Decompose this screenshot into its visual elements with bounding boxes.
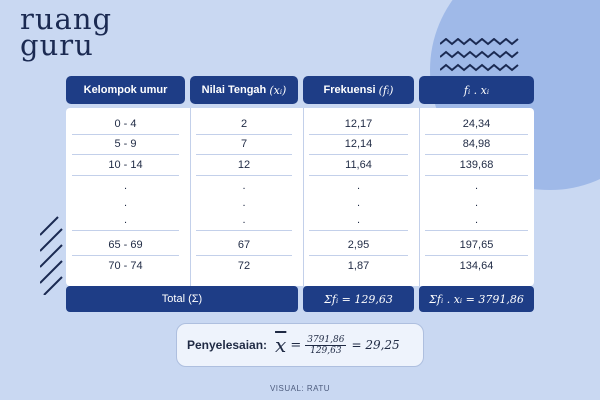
- table-cell: .: [242, 197, 246, 209]
- table-cell: 5 - 9: [114, 138, 137, 150]
- row-separator: [72, 230, 179, 231]
- mean-fraction: [305, 335, 346, 356]
- visual-credit: VISUAL: RATU: [269, 384, 331, 393]
- total-label: Total (Σ): [66, 286, 298, 312]
- row-separator: [196, 175, 292, 176]
- table-cell: .: [123, 197, 128, 209]
- table-cell: 2: [240, 118, 248, 130]
- diagonal-stripes-decoration: [40, 215, 68, 295]
- row-separator: [72, 134, 179, 135]
- ruangguru-logo: [20, 2, 113, 62]
- table-cell: 1,87: [347, 260, 370, 272]
- header-midpoint: Nilai Tengah (xᵢ): [190, 76, 298, 104]
- header-age-group: Kelompok umur: [66, 76, 185, 104]
- row-separator: [309, 134, 408, 135]
- table-cell: .: [474, 197, 479, 209]
- header-frequency: Frekuensi (fᵢ): [303, 76, 414, 104]
- row-separator: [425, 154, 528, 155]
- fraction-numerator: 3791,86: [307, 334, 345, 345]
- table-cell: 0 - 4: [114, 118, 137, 130]
- row-separator: [309, 230, 408, 231]
- row-separator: [196, 134, 292, 135]
- logo-line-1: ruang: [20, 2, 113, 36]
- total-frequency: Σfᵢ = 129,63: [303, 286, 414, 312]
- row-separator: [196, 255, 292, 256]
- mean-symbol: $\overline{x}$: [275, 333, 287, 357]
- row-separator: [425, 255, 528, 256]
- table-row: [66, 134, 534, 154]
- row-separator: [72, 154, 179, 155]
- table-cell: 11,64: [345, 159, 372, 171]
- row-separator: [309, 255, 408, 256]
- table-cell: .: [123, 180, 128, 192]
- table-cell: 70 - 74: [108, 260, 143, 272]
- table-cell: 72: [237, 260, 251, 272]
- table-row: [66, 155, 534, 175]
- mean-result: = 29,25: [351, 338, 400, 352]
- table-cell: 134,64: [459, 260, 494, 272]
- table-cell: 197,65: [459, 239, 494, 251]
- table-cell: 65 - 69: [108, 239, 143, 251]
- row-separator: [309, 154, 408, 155]
- table-cell: 10 - 14: [108, 159, 143, 171]
- header-product: fᵢ . xᵢ: [419, 76, 534, 104]
- zigzag-decoration: [440, 38, 520, 72]
- row-separator: [309, 175, 408, 176]
- table-cell: 67: [237, 239, 251, 251]
- row-separator: [196, 230, 292, 231]
- row-separator: [425, 230, 528, 231]
- table-cell: .: [356, 214, 361, 226]
- table-cell: 12: [237, 159, 251, 171]
- table-cell: 12,17: [344, 118, 373, 130]
- table-cell: .: [474, 214, 479, 226]
- row-separator: [196, 154, 292, 155]
- row-separator: [425, 134, 528, 135]
- table-cell: .: [242, 214, 246, 226]
- table-cell: .: [356, 197, 361, 209]
- table-cell: .: [356, 180, 361, 192]
- table-row: [66, 235, 534, 255]
- row-separator: [72, 175, 179, 176]
- table-cell: .: [242, 180, 246, 192]
- table-cell: 7: [240, 138, 248, 150]
- solution-label: Penyelesaian:: [187, 338, 268, 352]
- table-row: [66, 114, 534, 134]
- table-cell: 12,14: [344, 138, 373, 150]
- table-cell: 24,34: [462, 118, 491, 130]
- table-row: [66, 210, 534, 230]
- fraction-denominator: 129,63: [310, 345, 342, 356]
- table-cell: .: [474, 180, 479, 192]
- table-cell: 84,98: [462, 138, 491, 150]
- row-separator: [72, 255, 179, 256]
- total-product: Σfᵢ . xᵢ = 3791,86: [419, 286, 534, 312]
- table-cell: 2,95: [347, 239, 370, 251]
- logo-line-2: guru: [20, 28, 94, 62]
- table-row: [66, 256, 534, 276]
- row-separator: [425, 175, 528, 176]
- equals-sign: =: [290, 337, 302, 353]
- solution-box: [176, 323, 424, 367]
- table-cell: .: [123, 214, 128, 226]
- table-cell: 139,68: [459, 159, 494, 171]
